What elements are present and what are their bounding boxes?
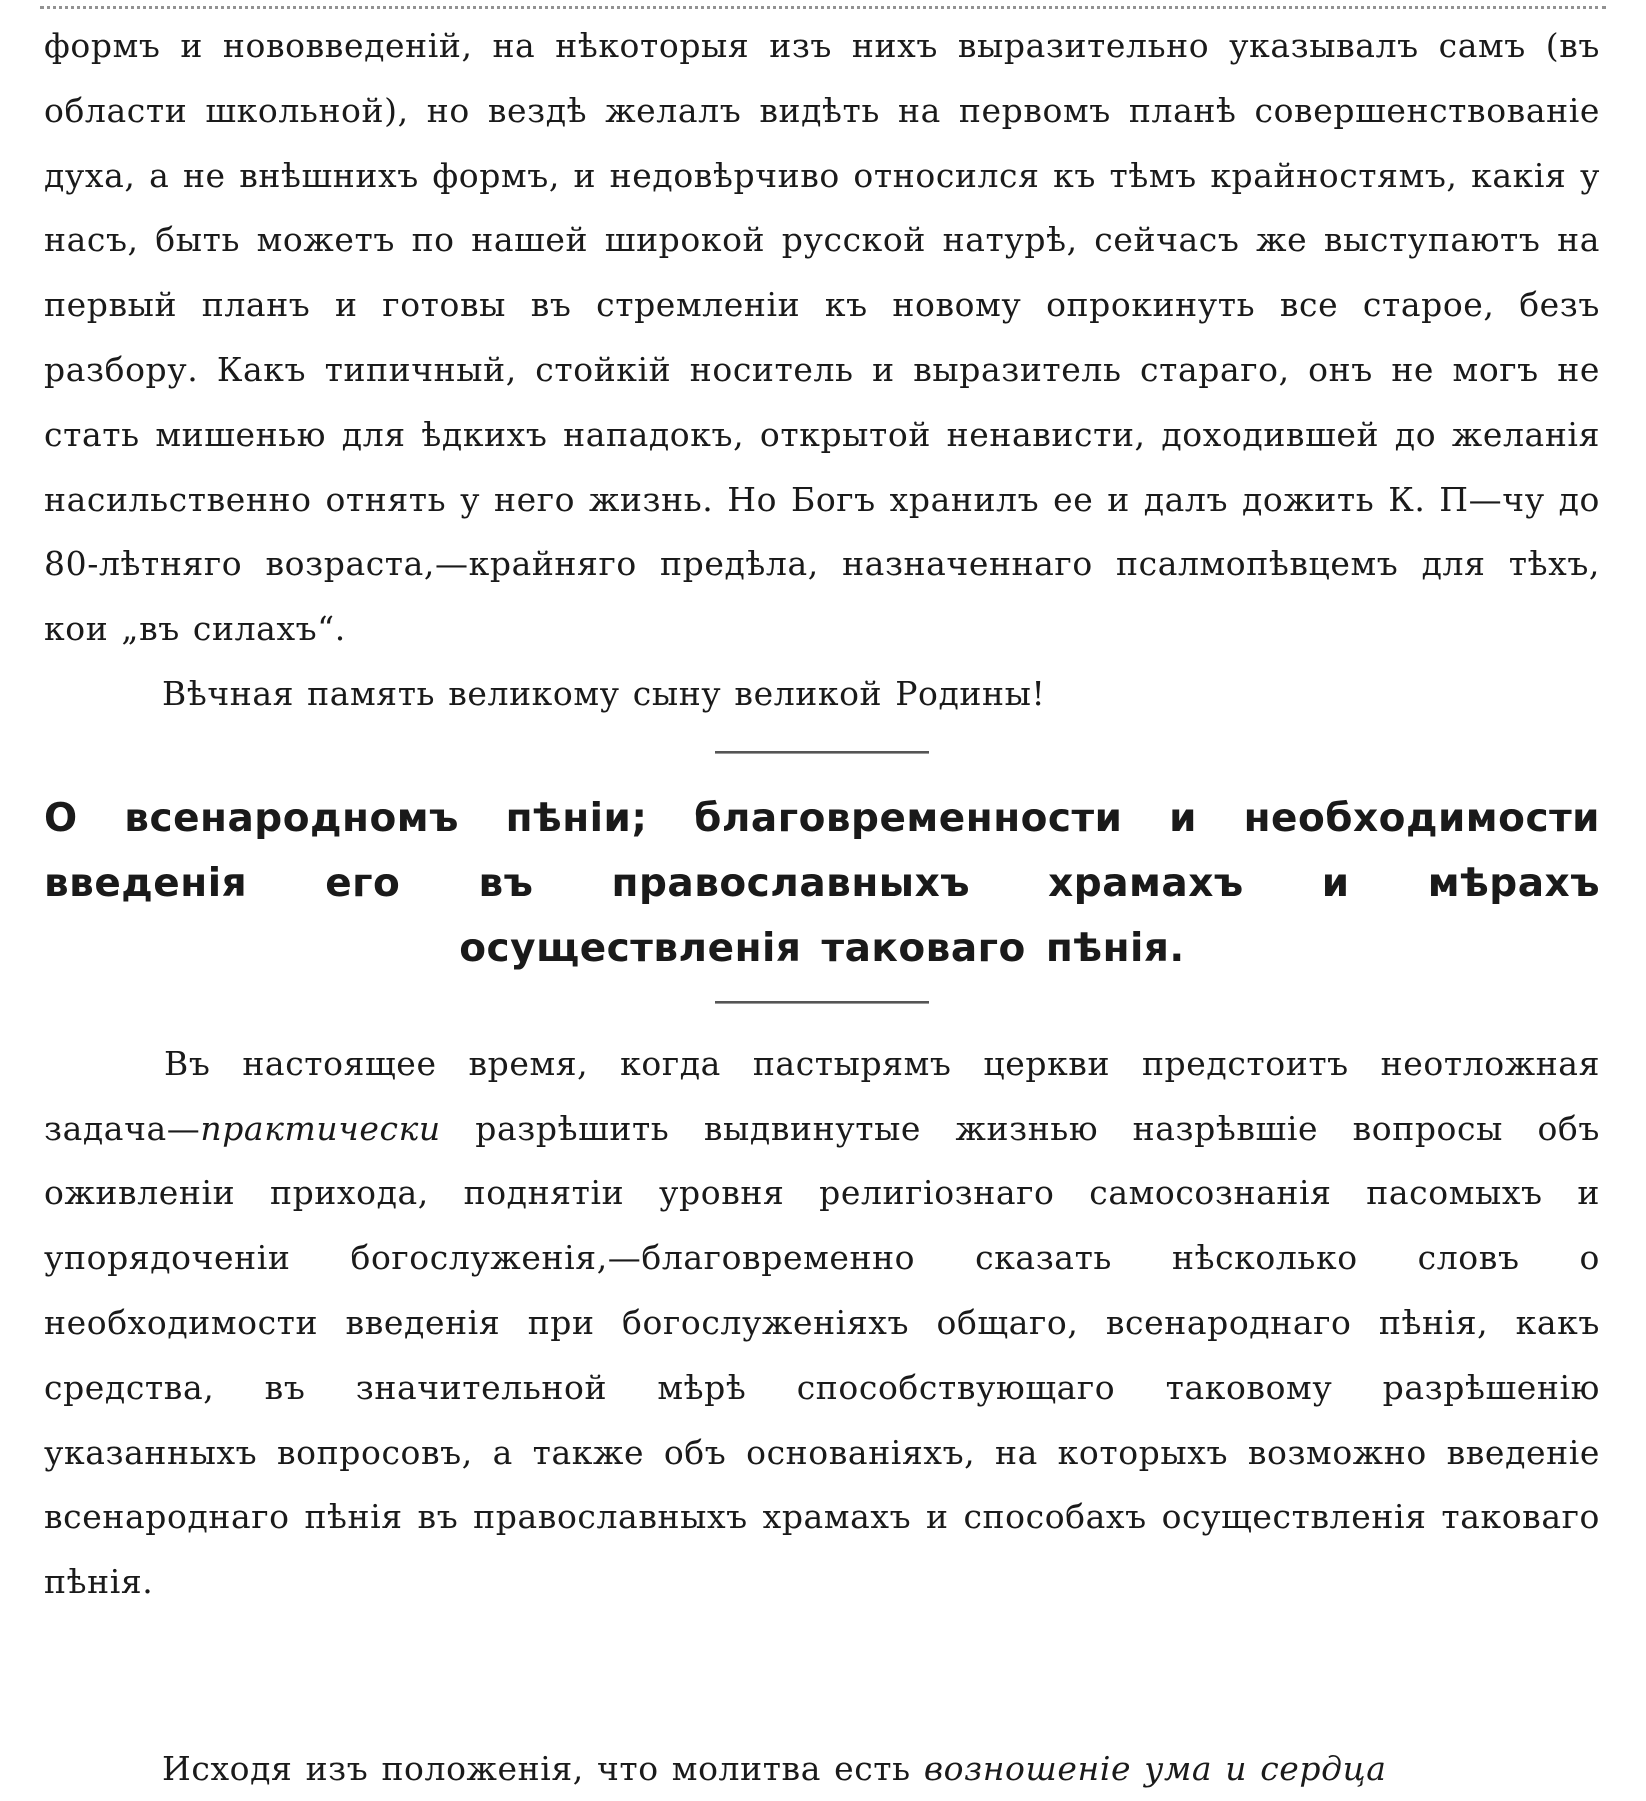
- article-paragraph-2: [44, 1737, 1600, 1801]
- document-body: [44, 14, 1600, 1615]
- section-divider: [715, 751, 929, 754]
- article-paragraph-1: [44, 1032, 1600, 1615]
- paragraph-text: Исходя изъ положенія, что молитва есть: [162, 1749, 924, 1788]
- cut-off-text-line: [40, 0, 1606, 10]
- top-paragraph: формъ и нововведеній, на нѣкоторыя изъ нихъ выразительно указывалъ самъ (въ области школьной), но вездѣ желалъ видѣть на первомъ планѣ совершенствованіе духа, а не внѣшнихъ формъ, и недовѣрчиво относился къ тѣмъ крайностямъ, какія у насъ, быть можетъ по нашей широкой русской натурѣ, сейчасъ же выступаютъ на первый планъ и готовы въ стремленіи къ новому опрокинуть все старое, безъ разбору. Какъ типичный, стойкій носитель и выразитель стараго, онъ не могъ не стать мишенью для ѣдкихъ нападокъ, открытой ненависти, доходившей до желанія насильственно отнять у него жизнь. Но Богъ хранилъ ее и далъ дожить К. П—чу до 80-лѣтняго возраста,—крайняго предѣла, назначеннаго псалмопѣвцемъ для тѣхъ, кои „въ силахъ“.: [44, 26, 1600, 649]
- emphasis-text: практически: [200, 1108, 441, 1148]
- closing-line: Вѣчная память великому сыну великой Родины!: [162, 673, 1046, 713]
- paragraph-text: разрѣшить выдвинутые жизнью назрѣвшіе вопросы объ оживленіи прихода, поднятіи уровня религіознаго самосознанія пасомыхъ и упорядоченіи богослуженія,—благовременно сказать нѣсколько словъ о необходимости введенія при богослуженіяхъ общаго, всенароднаго пѣнія, какъ средства, въ значительной мѣрѣ способствующаго таковому разрѣшенію указанныхъ вопросовъ, а также объ основаніяхъ, на которыхъ возможно введеніе всенароднаго пѣнія въ православныхъ храмахъ и способахъ осуществленія таковаго пѣнія.: [44, 1108, 1600, 1602]
- emphasis-text: возношеніе ума и сердца: [923, 1749, 1387, 1788]
- cut-off-paragraph: [44, 1737, 1600, 1788]
- title-divider: [715, 1001, 929, 1004]
- article-title: О всенародномъ пѣніи; благовременности и необходимости введенія его въ православныхъ храмахъ и мѣрахъ осуществленія таковаго пѣнія.: [44, 795, 1600, 971]
- paragraph-text: Въ настоящее время, когда пастырямъ церкви предстоитъ неотложная задача—: [44, 1043, 1600, 1148]
